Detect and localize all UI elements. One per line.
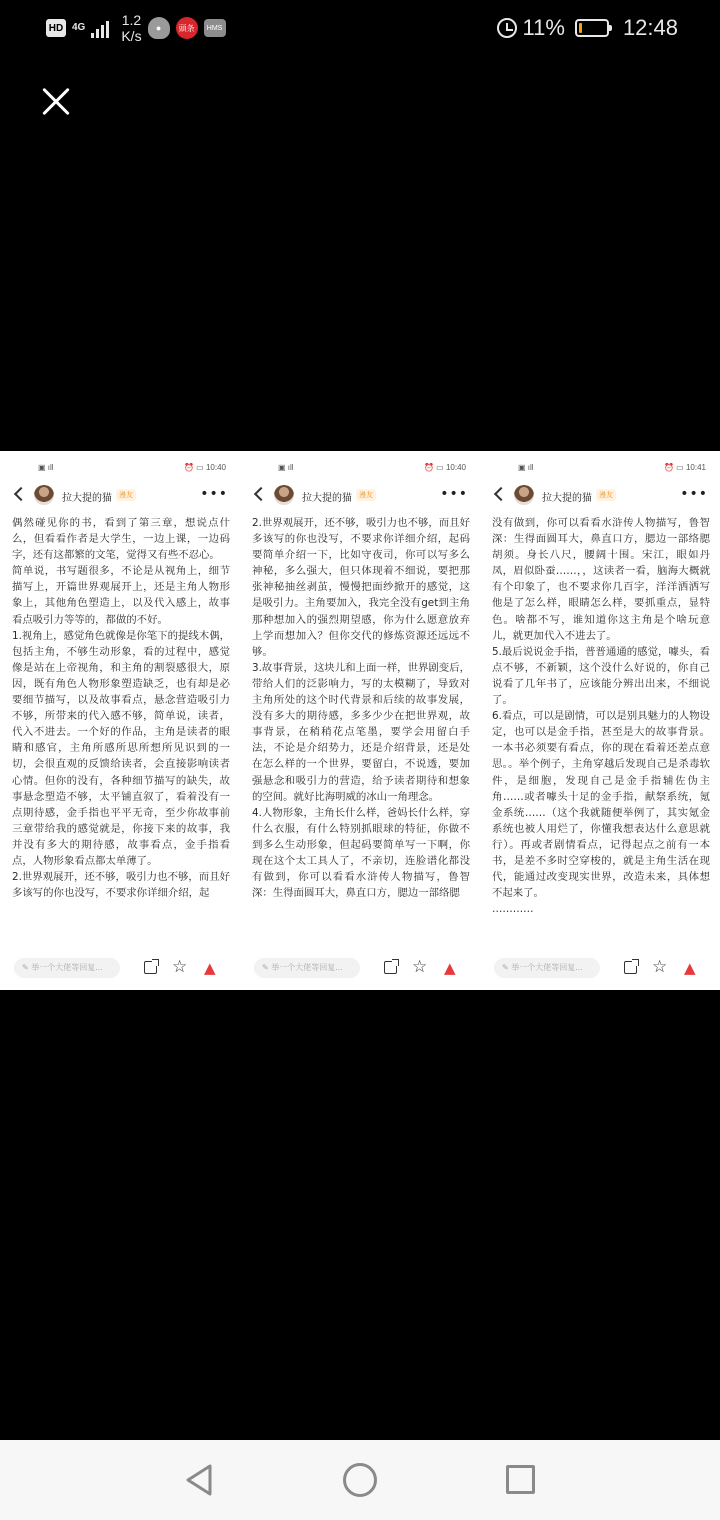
battery-percent: 11% (522, 15, 565, 40)
network-type: 4G (72, 22, 86, 33)
battery-fill (579, 23, 582, 33)
panel-clock: ⏰ ▭ 10:40 (184, 463, 226, 472)
panel-status-bar (480, 461, 720, 475)
panel-signal-icon: ▣ ıll (518, 463, 534, 472)
app-notification-icon: ● (148, 17, 170, 39)
close-icon[interactable] (36, 82, 76, 122)
panel-footer (480, 956, 720, 980)
share-icon[interactable] (384, 961, 397, 974)
panel-header (0, 483, 240, 507)
panel-header (480, 483, 720, 507)
screenshot-panel[interactable] (0, 451, 240, 990)
back-chevron-icon[interactable] (254, 487, 268, 501)
comment-input[interactable]: ✎ 举一个大佬等回复... (254, 958, 360, 978)
status-bar-left (46, 10, 226, 46)
star-icon[interactable]: ☆ (412, 957, 428, 977)
panel-clock: ⏰ ▭ 10:40 (424, 463, 466, 472)
author-badge: 漫友 (356, 489, 376, 501)
body-paragraph: 没有做到，你可以看看水浒传人物描写，鲁智深：生得面圆耳大，鼻直口方，腮边一部络腮胡须。身长八尺，腰阔十围。宋江，眼如丹凤，眉似卧蚕……，，这读者一看，脑海大概就有个印象了，也不要求你几百字，洋洋洒洒写他是了怎么样，眼睛怎么样，要抓重点，显特色。啥都不写，谁知道你这主角是个啥玩意儿，就更加代入不进去了。 (492, 517, 710, 642)
hd-icon: HD (46, 19, 66, 37)
comment-input[interactable]: ✎ 举一个大佬等回复... (494, 958, 600, 978)
panel-header (240, 483, 480, 507)
speed-unit: K/s (121, 28, 142, 44)
body-paragraph: 2.世界观展开，还不够，吸引力也不够，而且好多该写的你也没写，不要求你详细介绍，起码要简单介绍一下，比如守夜司，你可以写多么神秘，多么强大，但只体现着不细说，要把那张神秘抽丝剥茧，慢慢把面纱掀开的感觉，这是吸引力。主角要加入，我完全没有get到主角那种想加入的强烈期望感，你为什么愿意放弃上学而想加入？但你交代的修炼资源还远远不够。 (252, 517, 470, 658)
share-icon[interactable] (624, 961, 637, 974)
panel-status-bar (0, 461, 240, 475)
avatar[interactable] (514, 485, 534, 505)
author-name[interactable]: 拉大提的猫 (302, 493, 352, 504)
more-icon[interactable]: ••• (440, 486, 468, 502)
back-chevron-icon[interactable] (494, 487, 508, 501)
share-icon[interactable] (144, 961, 157, 974)
author-name[interactable]: 拉大提的猫 (542, 493, 592, 504)
avatar[interactable] (34, 485, 54, 505)
body-paragraph: 2.世界观展开，还不够，吸引力也不够，而且好多该写的你也没写，不要求你详细介绍，起 (12, 871, 230, 900)
body-paragraph: 偶然碰见你的书，看到了第三章，想说点什么，但看看作者是大学生，一边上课，一边码字，还有这都繁的文笔，觉得又有些不忍心。 (12, 517, 230, 562)
navigation-bar (0, 1440, 720, 1520)
screenshot-panel[interactable] (240, 451, 480, 990)
comment-input[interactable]: ✎ 举一个大佬等回复... (14, 958, 120, 978)
author-badge: 漫友 (116, 489, 136, 501)
star-icon[interactable]: ☆ (172, 957, 188, 977)
post-body (252, 515, 470, 945)
screenshot-panel[interactable] (480, 451, 720, 990)
panel-time: 10:40 (205, 463, 226, 472)
back-triangle-icon[interactable] (184, 1464, 216, 1496)
more-icon[interactable]: ••• (200, 486, 228, 502)
body-paragraph: ………… (492, 903, 534, 916)
post-body (492, 515, 710, 945)
network-speed (121, 12, 141, 44)
panel-signal-icon: ▣ ıll (278, 463, 294, 472)
thumbs-up-icon[interactable]: ▲ (684, 959, 696, 977)
star-icon[interactable]: ☆ (652, 957, 668, 977)
alarm-icon (497, 18, 517, 38)
speed-value: 1.2 (121, 12, 142, 28)
home-circle-icon[interactable] (343, 1463, 377, 1497)
panel-time: 10:41 (685, 463, 706, 472)
image-viewer[interactable] (0, 451, 720, 990)
thumbs-up-icon[interactable]: ▲ (444, 959, 456, 977)
body-paragraph: 1.视角上，感觉角色就像是你笔下的提线木偶，包括主角，不够生动形象，看的过程中，感觉像是站在上帝视角，和主角的割裂感很大，原因，既有角色人物形象塑造缺乏，也有却是必要细节描写，以及故事看点，悬念营造吸引力不够，所带来的代入感不够，简单说，读者，代入不进去。一个好的作品，主角是读者的眼睛和感官，主角所感所思所想所见识到的一切，会很直观的反馈给读者，会直接影响读者心情。但你的没有，各种细节描写的缺失，故事悬念塑造不够，太平铺直叙了，看着没有一点期待感，金手指也平平无奇，至少你故事前三章带给我的感觉就是，你接下来的故事，我并没有多大的期待感，故事看点，金手指看点，人物形象看点都太单薄了。 (12, 629, 230, 867)
thumbs-up-icon[interactable]: ▲ (204, 959, 216, 977)
signal-icon (91, 18, 109, 38)
body-paragraph: 6.看点，可以是剧情，可以是别具魅力的人物设定，也可以是金手指，甚至是大的故事背景。一本书必须要有看点，你的现在看着还差点意思。。举个例子，主角穿越后发现自己是杀毒软件，是细胞，发现自己是金手指辅佐伪主角……或者噱头十足的金手指，献祭系统，氪金系统……（这个我就随便举例了，其实氪金系统也被人用烂了，你懂我想表达什么意思就行）。再或者剧情看点，记得起点之前有一本书，是差不多时空穿梭的，就是主角生活在现代，能通过改变现实世界，改造未来，具体想不起来了。 (492, 710, 710, 900)
more-icon[interactable]: ••• (680, 486, 708, 502)
body-paragraph: 4.人物形象，主角长什么样，爸妈长什么样，穿什么衣服，有什么特别抓眼球的特征，你做不到多么生动形象，但起码要简单写一下啊，你现在这个太工具人了，不亲切，连脸谱化都没有做到，你可以看看水浒传人物描写，鲁智深：生得面圆耳大，鼻直口方，腮边一部络腮 (252, 806, 470, 900)
battery-icon (575, 19, 609, 37)
panel-signal-icon: ▣ ıll (38, 463, 54, 472)
recents-square-icon[interactable] (506, 1465, 535, 1494)
body-paragraph: 3.故事背景，这块儿和上面一样，世界剧变后，带给人们的泛影响力，写的太模糊了，导致对主角所处的这个时代背景和后续的故事发展，没有多大的期待感，多多少少在把世界观，故事背景，在稍稍花点笔墨，要学会用留白手法，不论是介绍势力，还是介绍背景，还是处在怎么样的一个世界，要留白，不说透，要加强悬念和吸引力的营造，给予读者期待和想象的空间。就好比海明威的冰山一角理念。 (252, 661, 470, 803)
back-chevron-icon[interactable] (14, 487, 28, 501)
author-badge: 漫友 (596, 489, 616, 501)
body-paragraph: 5.最后说说金手指，普普通通的感觉，噱头，看点不够，不新颖，这个没什么好说的，你自己说看了几年书了，应该能分辨出出来，不细说了。 (492, 645, 710, 707)
panel-footer (0, 956, 240, 980)
comment-placeholder: 举一个大佬等回复... (511, 963, 583, 972)
panel-footer (240, 956, 480, 980)
comment-placeholder: 举一个大佬等回复... (31, 963, 103, 972)
body-paragraph: 简单说，书写题很多，不论是从视角上，细节描写上，开篇世界观展开上，还是主角人物形象上，其他角色塑造上，以及代入感上，故事看点吸引力等等的，都做的不好。 (12, 565, 230, 626)
hms-icon: HMS (204, 19, 226, 37)
author-name[interactable]: 拉大提的猫 (62, 493, 112, 504)
panel-clock: ⏰ ▭ 10:41 (664, 463, 706, 472)
post-body (12, 515, 230, 945)
panel-status-bar (240, 461, 480, 475)
comment-placeholder: 举一个大佬等回复... (271, 963, 343, 972)
status-bar (0, 0, 720, 56)
news-app-icon: 頭条 (176, 17, 198, 39)
panel-time: 10:40 (445, 463, 466, 472)
status-bar-right (497, 10, 678, 46)
avatar[interactable] (274, 485, 294, 505)
clock: 12:48 (622, 15, 678, 40)
